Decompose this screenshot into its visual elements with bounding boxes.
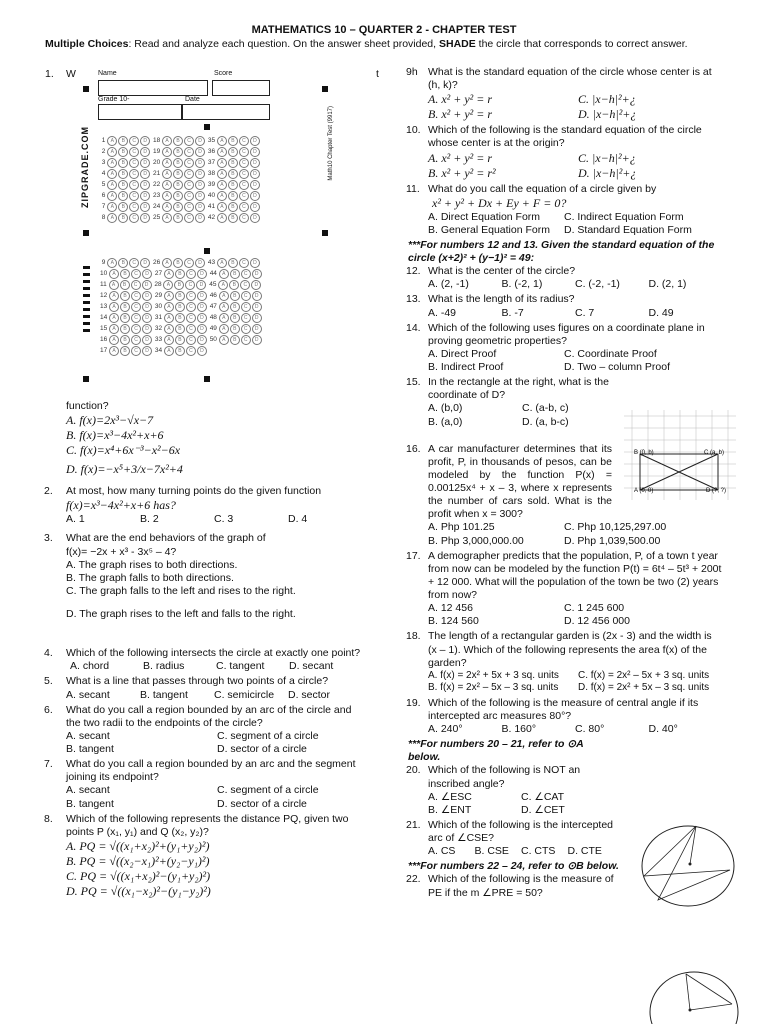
note-20-21: ***For numbers 20 – 21, refer to ⊙A below. (408, 738, 584, 764)
fig-label-b: B (0, b) (634, 450, 654, 456)
fig-label-d: D (?, ?) (706, 488, 727, 494)
question-3: 3. What are the end behaviors of the graph of f(x)= −2x + x³ - 3x⁵ – 4? A. The graph rises to both directions. B. The graph falls to both directions. C. The graph falls to the left and rises to the right. D. The graph rises to the left and falls to the right. (44, 532, 296, 620)
bubble-grid-top: 1 A B C D 18 A B C D 35 A B C D 2 A B C D 19 A B C D 36 A B C D 3 A B C D 20 A B C D 37 A B C D 4 A B C D 21 A B C D 38 A B C D 5 A B C D 22 A B C D 39 A B C D 6 A B C D 23 A B C D 40 A B C D 7 A B C D 24 A B C D 41 A B C D 8 A B C D 25 A B C D 42 A B C D (100, 136, 261, 224)
rectangle-figure (624, 410, 736, 500)
question-17: 17. A demographer predicts that the population, P, of a town t year from now can be modeled by the function P(t) = 6t⁴ – 5t³ + 200t + 12 000. What will the population of the town be two (2) years from now? A. 12 456 C. 1 245 600 B. 124 560 D. 12 456 000 (406, 549, 722, 628)
instructions: Multiple Choices: Read and analyze each question. On the answer sheet provided, SHADE the circle that corresponds to correct answer. (45, 38, 688, 50)
question-1: function? A. f(x)=2x³−√x−7 B. f(x)=x³−4x²+x+6 C. f(x)=x⁴+6x⁻³−x²−6x D. f(x)=−x⁵+3/x−7x²+4 (66, 400, 362, 477)
date-box (182, 104, 270, 120)
question-20: 20. Which of the following is NOT an inscribed angle? A. ∠ESC C. ∠CAT B. ∠ENT D. ∠CET (406, 764, 581, 816)
question-16: 16. A car manufacturer determines that its profit, P, in thousands of pesos, can be modeled by the function P(x) = 0.00125x⁴ + x – 3, where x represents the number of cars sold. What is the profit when x = 300? A. Php 101.25 C. Php 10,125,297.00 B. Php 3,000,000.00 D. Php 1,039,500.00 (406, 442, 667, 547)
q1-option-c: C. f(x)=x⁴+6x⁻³−x²−6x (66, 443, 181, 458)
name-label: Name (98, 70, 117, 77)
question-1-stem-start: W (66, 68, 76, 80)
instruction-label: Multiple Choices (45, 38, 129, 50)
grade-label: Grade 10- (98, 96, 130, 103)
q1-option-d: D. f(x)=−x⁵+3/x−7x²+4 (66, 462, 183, 477)
note-12-13: ***For numbers 12 and 13. Given the standard equation of the circle (x+2)² + (y−1)² = 49: (408, 238, 715, 264)
answer-sheet-image (78, 66, 378, 396)
circle-b-figure (646, 966, 742, 1024)
score-label: Score (214, 70, 233, 77)
question-11: 11. What do you call the equation of a circle given by x² + y² + Dx + Ey + F = 0? A. Direct Equation Form C. Indirect Equation Form B. General Equation Form D. Standard Equation Form (406, 182, 692, 236)
test-label: Math10 Chapter Test (9917) (328, 106, 334, 181)
question-7: 7. What do you call a region bounded by an arc and the segment joining its endpoint? A. secant C. segment of a circle B. tangent D. sector of a circle (44, 758, 356, 810)
note-22-24: ***For numbers 22 – 24, refer to ⊙B below. (408, 860, 619, 873)
question-8: 8. Which of the following represents the distance PQ, given two points P (x₁, y₁) and Q (x₂, y₂)? A. PQ = √((x₁+x₂)²+(y₁+y₂)²) B. PQ = √((x₂−x₁)²+(y₂−y₁)²) C. PQ = √((x₁+x₂)²−(y₁+y₂)²) D. PQ = √((x₁−x₂)²−(y₁−y₂)²) (44, 812, 349, 898)
question-10: 10. Which of the following is the standard equation of the circle whose center is at the origin? A. x² + y² = r C. |x−h|²+¿ B. x² + y² = r² D. |x−h|²+¿ (406, 124, 702, 180)
question-22: 22. Which of the following is the measure of PE if the m ∠PRE = 50? (406, 873, 614, 899)
date-label: Date (185, 96, 200, 103)
question-19: 19. Which of the following is the measure of central angle if its intercepted arc measures 80°? A. 240° B. 160° C. 80° D. 40° (406, 696, 699, 735)
fig-label-a: A (0, 0) (634, 488, 654, 494)
grade-box (98, 104, 182, 120)
page-title: MATHEMATICS 10 – QUARTER 2 - CHAPTER TEST (251, 24, 517, 36)
circle-a-figure (638, 820, 738, 910)
question-2: 2. At most, how many turning points do the given function f(x)=x³−4x²+x+6 has? A. 1 B. 2 C. 3 D. 4 (44, 485, 322, 526)
left-column (44, 400, 362, 901)
name-box (98, 80, 208, 96)
question-9: 9h What is the standard equation of the circle whose center is at (h, k)? A. x² + y² = r C. |x−h|²+¿ B. x² + y² = r D. |x−h|²+¿ (406, 66, 712, 122)
question-21: 21. Which of the following is the intercepted arc of ∠CSE? A. CS B. CSE C. CTS D. CTE (406, 818, 614, 858)
question-4: 4. Which of the following intersects the circle at exactly one point? A. chord B. radius C. tangent D. secant (44, 647, 361, 673)
question-number-1: 1. (45, 68, 54, 80)
timing-marks (83, 266, 90, 336)
question-18: 18. The length of a rectangular garden is (2x - 3) and the width is (x – 1). Which of the following represents the area f(x) of the garden? A. f(x) = 2x² + 5x + 3 sq. units C. f(x) = 2x² – 5x + 3 sq. units B. f(x) = 2x² – 5x – 3 sq. units D. f(x) = 2x² + 5x – 3 sq. units (406, 630, 712, 694)
q1-option-a: A. f(x)=2x³−√x−7 (66, 413, 154, 428)
question-13: 13. What is the length of its radius? A. -49 B. -7 C. 7 D. 49 (406, 293, 674, 319)
question-12: 12. What is the center of the circle? A. (2, -1) B. (-2, 1) C. (-2, -1) D. (2, 1) (406, 265, 687, 291)
zipgrade-brand: ZIPGRADE.COM (80, 126, 90, 209)
score-box (212, 80, 270, 96)
question-15: 15. In the rectangle at the right, what is the coordinate of D? A. (b,0) C. (a-b, c) B. (a,0) D. (a, b-c) (406, 376, 609, 428)
question-5: 5. What is a line that passes through two points of a circle? A. secant B. tangent C. semicircle D. sector (44, 675, 331, 701)
bubble-grid-bottom: 9 A B C D 26 A B C D 43 A B C D 10 A B C D 27 A B C D 44 A B C D 11 A B C D 28 A B C D 45 A B C D 12 A B C D 29 A B C D 46 A B C D 13 A B C D 30 A B C D 47 A B C D 14 A B C D 31 A B C D 48 A B C D 15 A B C D 32 A B C D 49 A B C D 16 A B C D 33 A B C D 50 A B C D 17 A B C D 34 A B C D (100, 258, 263, 357)
question-14: 14. Which of the following uses figures on a coordinate plane in proving geometric properties? A. Direct Proof C. Coordinate Proof B. Indirect Proof D. Two – column Proof (406, 321, 705, 373)
question-6: 6. What do you call a region bounded by an arc of the circle and the two radii to the endpoints of the circle? A. secant C. segment of a circle B. tangent D. sector of a circle (44, 703, 352, 755)
fig-label-c: C (a, b) (704, 450, 725, 456)
q1-option-b: B. f(x)=x³−4x²+x+6 (66, 428, 164, 443)
